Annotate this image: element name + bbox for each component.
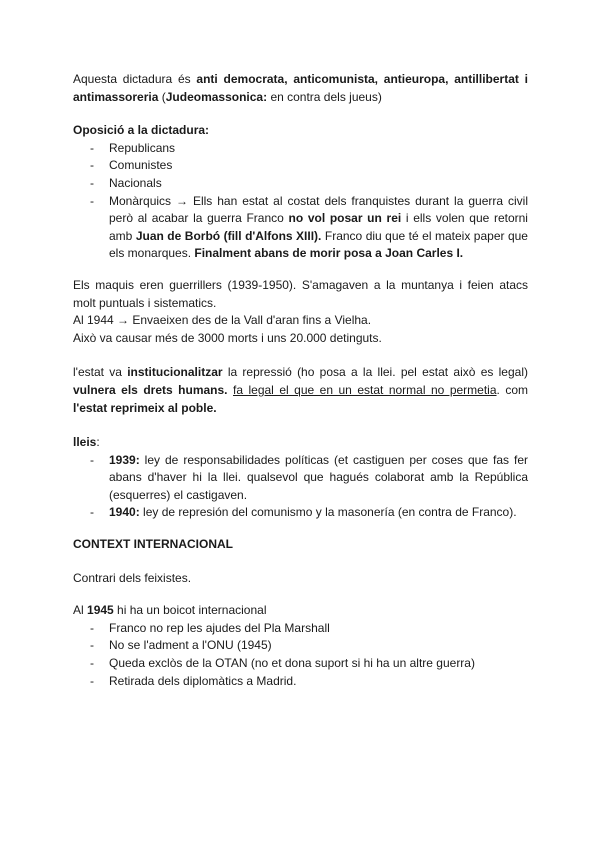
oposicio-heading: Oposició a la dictadura: (73, 123, 210, 138)
maquis-section (73, 277, 528, 347)
maquis-line-2: Al 1944 → Envaeixen des de la Vall d'aran fins a Vielha. (73, 313, 372, 328)
list-item: - Retirada dels diplomàtics a Madrid. (90, 673, 297, 688)
contrari-paragraph: Contrari dels feixistes. (73, 570, 192, 585)
list-item: - 1940: ley de represión del comunismo y la masonería (en contra de Franco). (90, 505, 517, 520)
list-item: - Comunistes (90, 158, 173, 173)
context-heading: CONTEXT INTERNACIONAL (73, 537, 233, 552)
document-page (73, 71, 528, 690)
context-list (73, 620, 528, 690)
list-item: - Queda exclòs de la OTAN (no et dona suport si hi ha un altre guerra) (90, 656, 475, 671)
list-item: - Nacionals (90, 175, 162, 190)
maquis-line-3: Això va causar més de 3000 morts i uns 20.000 detinguts. (73, 330, 382, 345)
list-item-monarquics: - Monàrquics → Ells han estat al costat dels franquistes durant la guerra civil però al acabar la guerra Franco no vol posar un rei i ells volen que retorni amb Juan de Borbó (fill d'Alfons XIII). Franco diu que té el mateix paper que els monarques. Finalment abans de morir posa a Joan Carles I. (90, 193, 528, 261)
boicot-paragraph: Al 1945 hi ha un boicot internacional (73, 603, 267, 618)
list-item: - Franco no rep les ajudes del Pla Marshall (90, 620, 330, 635)
list-item: - No se l'adment a l'ONU (1945) (90, 638, 272, 653)
lleis-list (73, 452, 528, 522)
list-item: - Republicans (90, 140, 176, 155)
list-item: - 1939: ley de responsabilidades políticas (et castiguen per coses que fas fer abans d'haver hi la llei. qualsevol que hagués colaborat amb la República (esquerres) el castigaven. (90, 452, 528, 502)
oposicio-list (73, 140, 528, 263)
lleis-heading: lleis: (73, 435, 100, 450)
intro-paragraph: Aquesta dictadura és anti democrata, anticomunista, antieuropa, antillibertat i antimassoreria (Judeomassonica: en contra dels jueus) (73, 72, 528, 104)
maquis-line-1: Els maquis eren guerrillers (1939-1950). S'amagaven a la muntanya i feien atacs molt puntuals i sistematics. (73, 277, 528, 310)
estat-paragraph: l'estat va institucionalitzar la repressió (ho posa a la llei. pel estat això es legal) vulnera els drets humans. fa legal el que en un estat normal no permetia. com l'estat reprimeix al poble. (73, 365, 529, 415)
